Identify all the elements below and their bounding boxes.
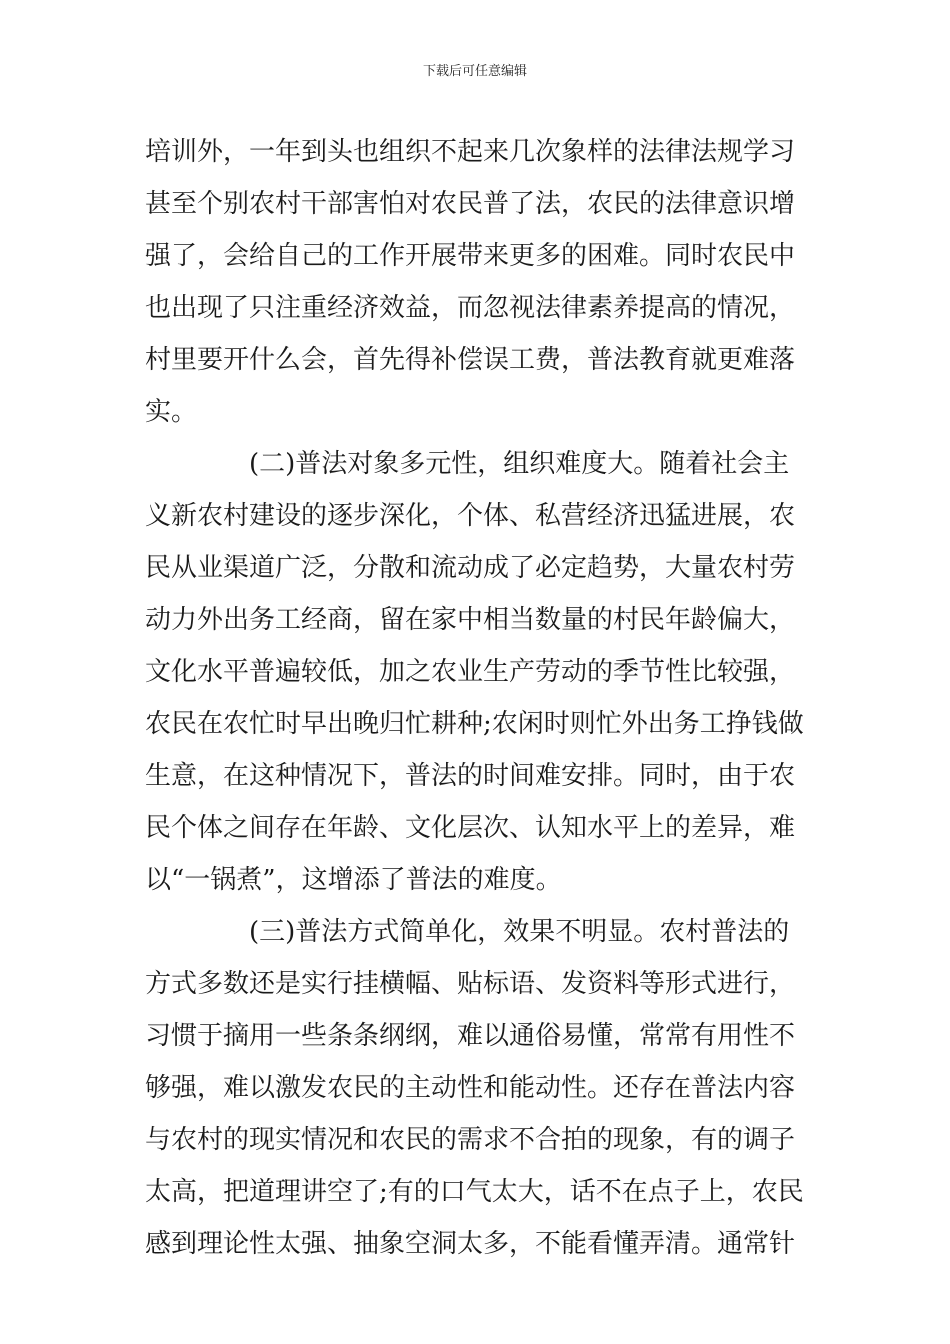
text-line: 感到理论性太强、抽象空洞太多，不能看懂弄清。通常针 [145, 1229, 796, 1259]
text-line: 村里要开什么会，首先得补偿误工费，普法教育就更难落 [145, 345, 796, 375]
text-line: 也出现了只注重经济效益，而忽视法律素养提高的情况， [145, 293, 796, 323]
text-line: 义新农村建设的逐步深化，个体、私营经济迅猛进展，农 [145, 501, 796, 531]
text-line: 民从业渠道广泛，分散和流动成了必定趋势，大量农村劳 [145, 553, 796, 583]
text-line: 动力外出务工经商，留在家中相当数量的村民年龄偏大， [145, 605, 796, 635]
text-line: 与农村的现实情况和农民的需求不合拍的现象，有的调子 [145, 1125, 796, 1155]
text-line: 民个体之间存在年龄、文化层次、认知水平上的差异，难 [145, 813, 796, 843]
text-line: 甚至个别农村干部害怕对农民普了法，农民的法律意识增 [145, 189, 796, 219]
text-line: 习惯于摘用一些条条纲纲，难以通俗易懂，常常有用性不 [145, 1021, 796, 1051]
text-line: 够强，难以激发农民的主动性和能动性。还存在普法内容 [145, 1073, 796, 1103]
document-body [145, 126, 825, 1270]
text-line: 方式多数还是实行挂横幅、贴标语、发资料等形式进行， [145, 969, 796, 999]
text-line: 强了，会给自己的工作开展带来更多的困难。同时农民中 [145, 241, 796, 271]
text-line: 实。 [145, 397, 198, 427]
text-line: 农民在农忙时早出晚归忙耕种;农闲时则忙外出务工挣钱做 [145, 709, 804, 739]
section-heading-line: (二)普法对象多元性，组织难度大。随着社会主 [249, 449, 790, 479]
text-line: 生意，在这种情况下，普法的时间难安排。同时，由于农 [145, 761, 796, 791]
section-heading-line: (三)普法方式简单化，效果不明显。农村普法的 [249, 917, 790, 947]
text-line: 以“一锅煮”，这增添了普法的难度。 [145, 865, 562, 895]
text-line: 太高，把道理讲空了;有的口气太大，话不在点子上，农民 [145, 1177, 804, 1207]
text-line: 培训外，一年到头也组织不起来几次象样的法律法规学习 [145, 137, 796, 167]
text-line: 文化水平普遍较低，加之农业生产劳动的季节性比较强， [145, 657, 796, 687]
page-header: 下载后可任意编辑 [422, 64, 527, 79]
